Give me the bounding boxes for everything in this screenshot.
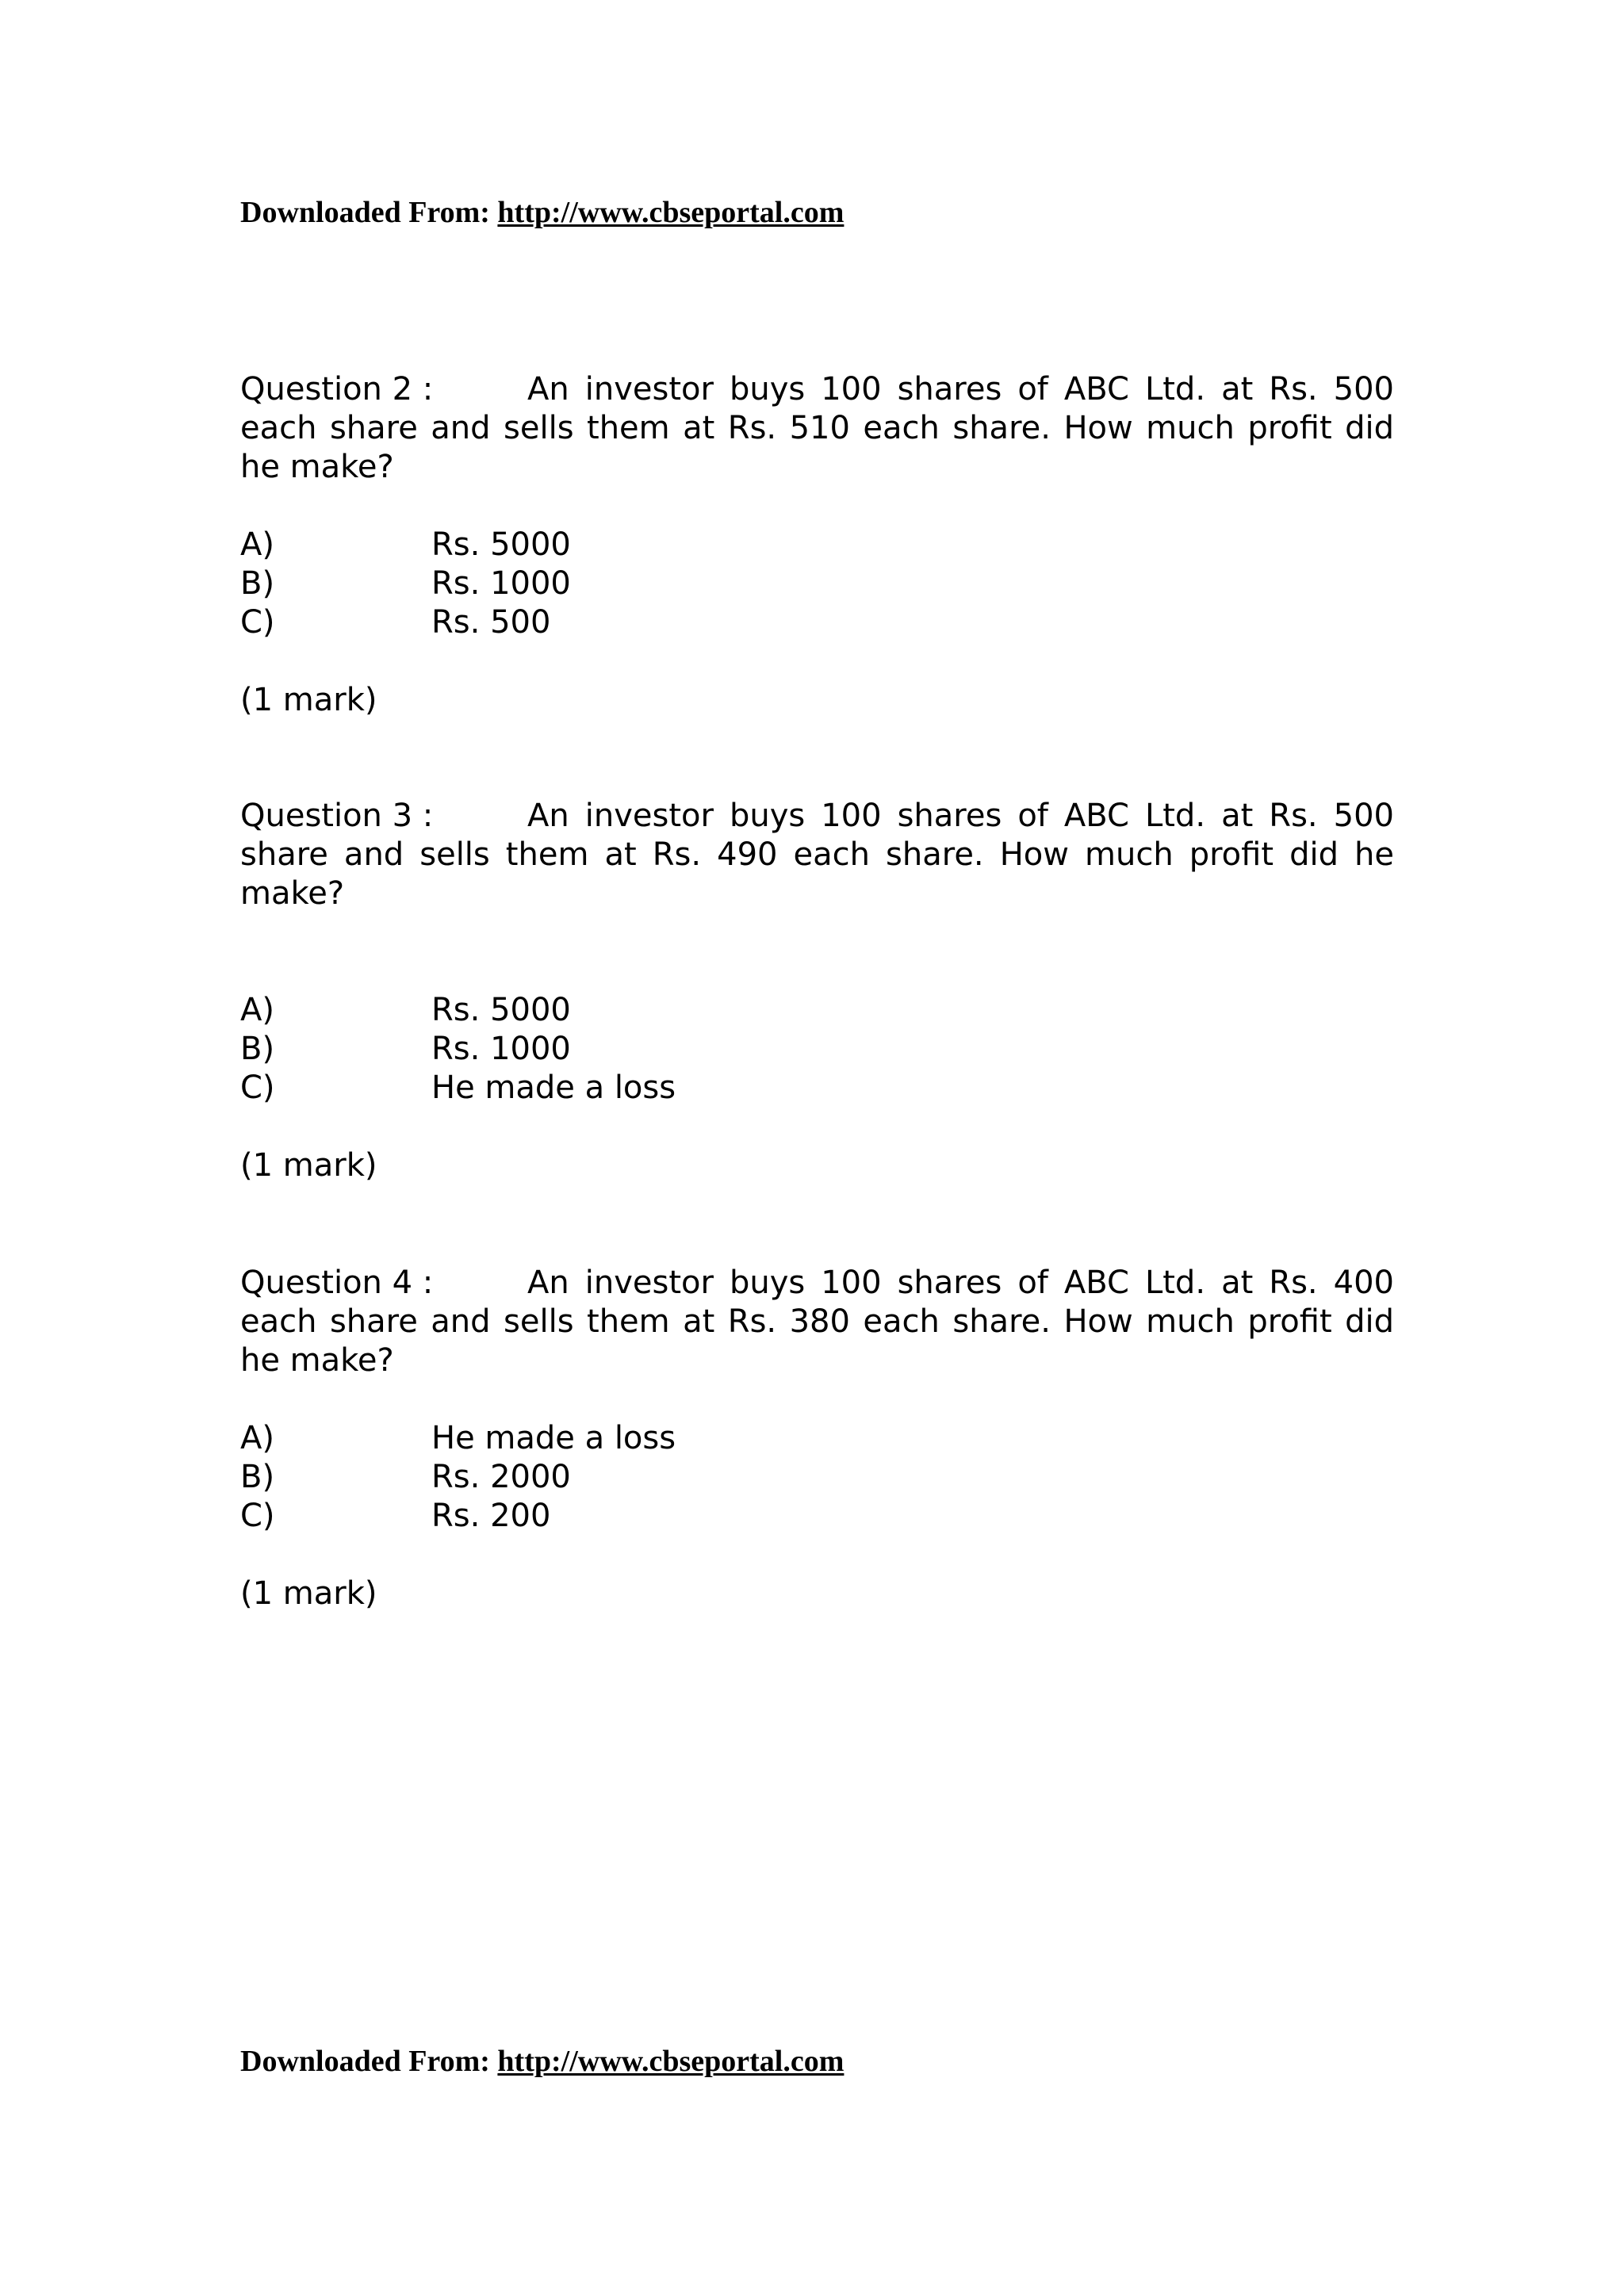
option-c: [240, 603, 1394, 642]
question-text: An investor buys 100 shares of ABC Ltd. at Rs. 500 each share and sells them at Rs. 510 each share. How much profit did he make?: [240, 371, 1394, 485]
option-b: [240, 1030, 1394, 1069]
option-letter: C): [240, 1070, 275, 1106]
footer-source-link[interactable]: http://www.cbseportal.com: [497, 2045, 845, 2078]
option-a: [240, 526, 1394, 564]
option-text: Rs. 1000: [431, 565, 571, 602]
question-3: [240, 797, 1394, 1185]
question-4: [240, 1264, 1394, 1613]
question-text: An investor buys 100 shares of ABC Ltd. at Rs. 400 each share and sells them at Rs. 380 each share. How much profit did he make?: [240, 1265, 1394, 1379]
question-2: [240, 370, 1394, 720]
option-letter: A): [240, 992, 274, 1028]
option-c: [240, 1069, 1394, 1108]
option-a: [240, 991, 1394, 1030]
page-header: [240, 195, 844, 230]
question-label: Question 4 :: [240, 1265, 434, 1301]
option-text: Rs. 500: [431, 604, 551, 641]
option-a: [240, 1419, 1394, 1458]
option-b: [240, 564, 1394, 603]
marks-label: (1 mark): [240, 1147, 377, 1184]
option-text: He made a loss: [431, 1070, 676, 1106]
option-text: Rs. 5000: [431, 526, 571, 563]
option-letter: C): [240, 604, 275, 641]
question-label: Question 2 :: [240, 371, 434, 408]
question-stem: [240, 797, 1394, 913]
option-letter: A): [240, 1420, 274, 1456]
marks-label: (1 mark): [240, 1575, 377, 1612]
page-footer: [240, 2044, 844, 2079]
option-text: Rs. 2000: [431, 1459, 571, 1495]
option-text: He made a loss: [431, 1420, 676, 1456]
option-list: [240, 526, 1394, 642]
question-stem: [240, 370, 1394, 487]
option-letter: B): [240, 1031, 275, 1067]
option-letter: B): [240, 565, 275, 602]
option-letter: B): [240, 1459, 275, 1495]
option-text: Rs. 200: [431, 1498, 551, 1534]
option-list: [240, 1419, 1394, 1536]
footer-label: Downloaded From:: [240, 2045, 490, 2078]
header-label: Downloaded From:: [240, 196, 490, 229]
option-b: [240, 1458, 1394, 1497]
question-text: An investor buys 100 shares of ABC Ltd. at Rs. 500 share and sells them at Rs. 490 each share. How much profit did he make?: [240, 798, 1394, 912]
option-letter: A): [240, 526, 274, 563]
option-c: [240, 1497, 1394, 1536]
option-text: Rs. 5000: [431, 992, 571, 1028]
question-stem: [240, 1264, 1394, 1380]
option-letter: C): [240, 1498, 275, 1534]
option-text: Rs. 1000: [431, 1031, 571, 1067]
question-label: Question 3 :: [240, 798, 434, 834]
option-list: [240, 991, 1394, 1108]
marks-label: (1 mark): [240, 682, 377, 718]
header-source-link[interactable]: http://www.cbseportal.com: [497, 196, 845, 229]
